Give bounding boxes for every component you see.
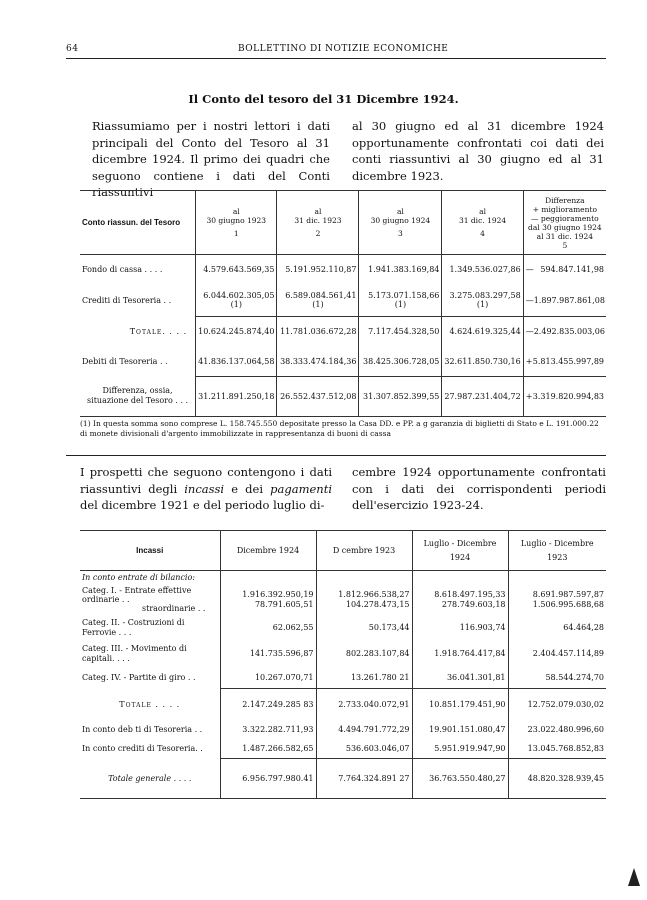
- intro-right-column: [352, 118, 604, 184]
- intro-left-column: [92, 118, 330, 201]
- running-title: BOLLETTINO DI NOTIZIE ECONOMICHE: [238, 44, 449, 54]
- para2-right-text: cembre 1924 opportunamente confrontati con i dati dei corrispondenti periodi dell'esercizio 1923-24.: [352, 465, 606, 512]
- t1-col-header: al 31 dic. 1924 4: [442, 191, 523, 255]
- t1-col-header: al 30 giugno 1924 3: [359, 191, 442, 255]
- t1-col-header: al 30 giugno 1923 1: [196, 191, 277, 255]
- header-rule: [66, 58, 606, 59]
- receipts-table: [80, 530, 606, 799]
- para2-left-column: [80, 464, 332, 514]
- table-row: In conto deb ti di Tesoreria . . 3.322.282.711,93 4.494.791.772,29 19.901.151.080,47 23.022.480.996,60: [80, 721, 606, 739]
- table-row: Categ. III. - Movimento di capitali. . . . 141.735.596,87 802.283.107,84 1.918.764.417,84 2.404.457.114,89: [80, 641, 606, 667]
- table-row: Debiti di Tesoreria . . 41.836.137.064,58 38.333.474.184,36 38.425.306.728,05 32.611.850.730,16 + 5.813.455.997,89: [80, 347, 606, 377]
- t2-row-header: Incassi: [136, 546, 164, 555]
- treasury-summary-table: [80, 190, 606, 417]
- table-row: Categ. IV. - Partite di giro . . 10.267.070,71 13.261.780 21 36.041.301,81 58.544.274,70: [80, 667, 606, 689]
- intro-right-text: al 30 giugno ed al 31 dicembre 1924 opportunamente confrontati coi dati dei conti riassuntivi al 30 giugno ed al 31 dicembre 1923.: [352, 119, 604, 183]
- table-row: Crediti di Tesoreria . . 6.044.602.305,05 (1) 6.589.084.561,41 (1) 5.173.071.158,66 (1) 3.275.083.297,58 (1) — 1.897.987.861,08: [80, 285, 606, 317]
- para2-right-column: [352, 464, 606, 514]
- article-title: Il Conto del tesoro del 31 Dicembre 1924.: [188, 92, 459, 106]
- table-row: Categ. I. - Entrate effettive ordinarie . . straordinarie . . 1.916.392.950,19 78.791.605,51 1.812.966.538,27 104.278.473,15 8.618.497.195,33 278.749.603,18 8.691.987.597,87 1.506.995.688,68: [82, 586, 604, 613]
- table-row: In conto crediti di Tesoreria. . 1.487.266.582,65 536.603.046,07 5.951.919.947,90 13.045.768.852,83: [80, 739, 606, 759]
- t1-row-header: Conto riassun. del Tesoro: [82, 218, 181, 227]
- table-row: Totale. . . . 10.624.245.874,40 11.781.036.672,28 7.117.454.328,50 4.624.619.325,44 — 2.492.835.003,06: [80, 317, 606, 347]
- page-corner-mark: [628, 868, 640, 886]
- table-row: Totale generale . . . . 6.956.797.980.41 7.764.324.891 27 36.763.550.480,27 48.820.328.939,45: [80, 759, 606, 799]
- table-row: Fondo di cassa . . . . 4.579.643.569,35 5.191.952.110,87 1.941.383.169,84 1.349.536.027,86 — 594.847.141,98: [80, 255, 606, 285]
- t2-col-header: D cembre 1923: [316, 531, 412, 571]
- t1-diff-header: Differenza + miglioramento — peggioramento dal 30 giugno 1924 al 31 dic. 1924 5: [523, 191, 606, 255]
- para2-left-text: I prospetti che seguono contengono i dati riassuntivi degli incassi e dei pagamenti del dicembre 1921 e del periodo luglio di-: [80, 465, 332, 512]
- t2-col-header: Luglio - Dicembre 1923: [508, 531, 606, 571]
- intro-left-text: Riassumiamo per i nostri lettori i dati principali del Conto del Tesoro al 31 dicembre 1924. Il primo dei quadri che seguono contiene i dati del Conti riassuntivi: [92, 119, 330, 199]
- table-row: Differenza, ossia, situazione del Tesoro . . . 31.211.891.250,18 26.552.437.512,08 31.307.852.399,55 27.987.231.404,72 + 3.319.820.994,83: [80, 377, 606, 417]
- table-row: Totale . . . . 2.147.249.285 83 2.733.040.072,91 10.851.179.451,90 12.752.079.030,02: [80, 689, 606, 721]
- table1-footnote: (1) In questa somma sono comprese L. 158.745.550 depositate presso la Casa DD. e PP. a g garanzia di biglietti di Stato e L. 191.000.22 di monete divisionali d'argento immobilizzate in rappresentanza di buoni di cassa: [80, 419, 599, 438]
- section-rule: [66, 455, 606, 456]
- page-number: 64: [66, 44, 79, 54]
- t1-col-header: al 31 dic. 1923 2: [277, 191, 359, 255]
- t2-section-label: In conto entrate di bilancio:: [82, 573, 195, 583]
- t2-col-header: Luglio - Dicembre 1924: [412, 531, 508, 571]
- t2-col-header: Dicembre 1924: [220, 531, 316, 571]
- table-row: Categ. II. - Costruzioni di Ferrovie . . . 62.062,55 50.173,44 116.903,74 64.464,28: [80, 615, 606, 641]
